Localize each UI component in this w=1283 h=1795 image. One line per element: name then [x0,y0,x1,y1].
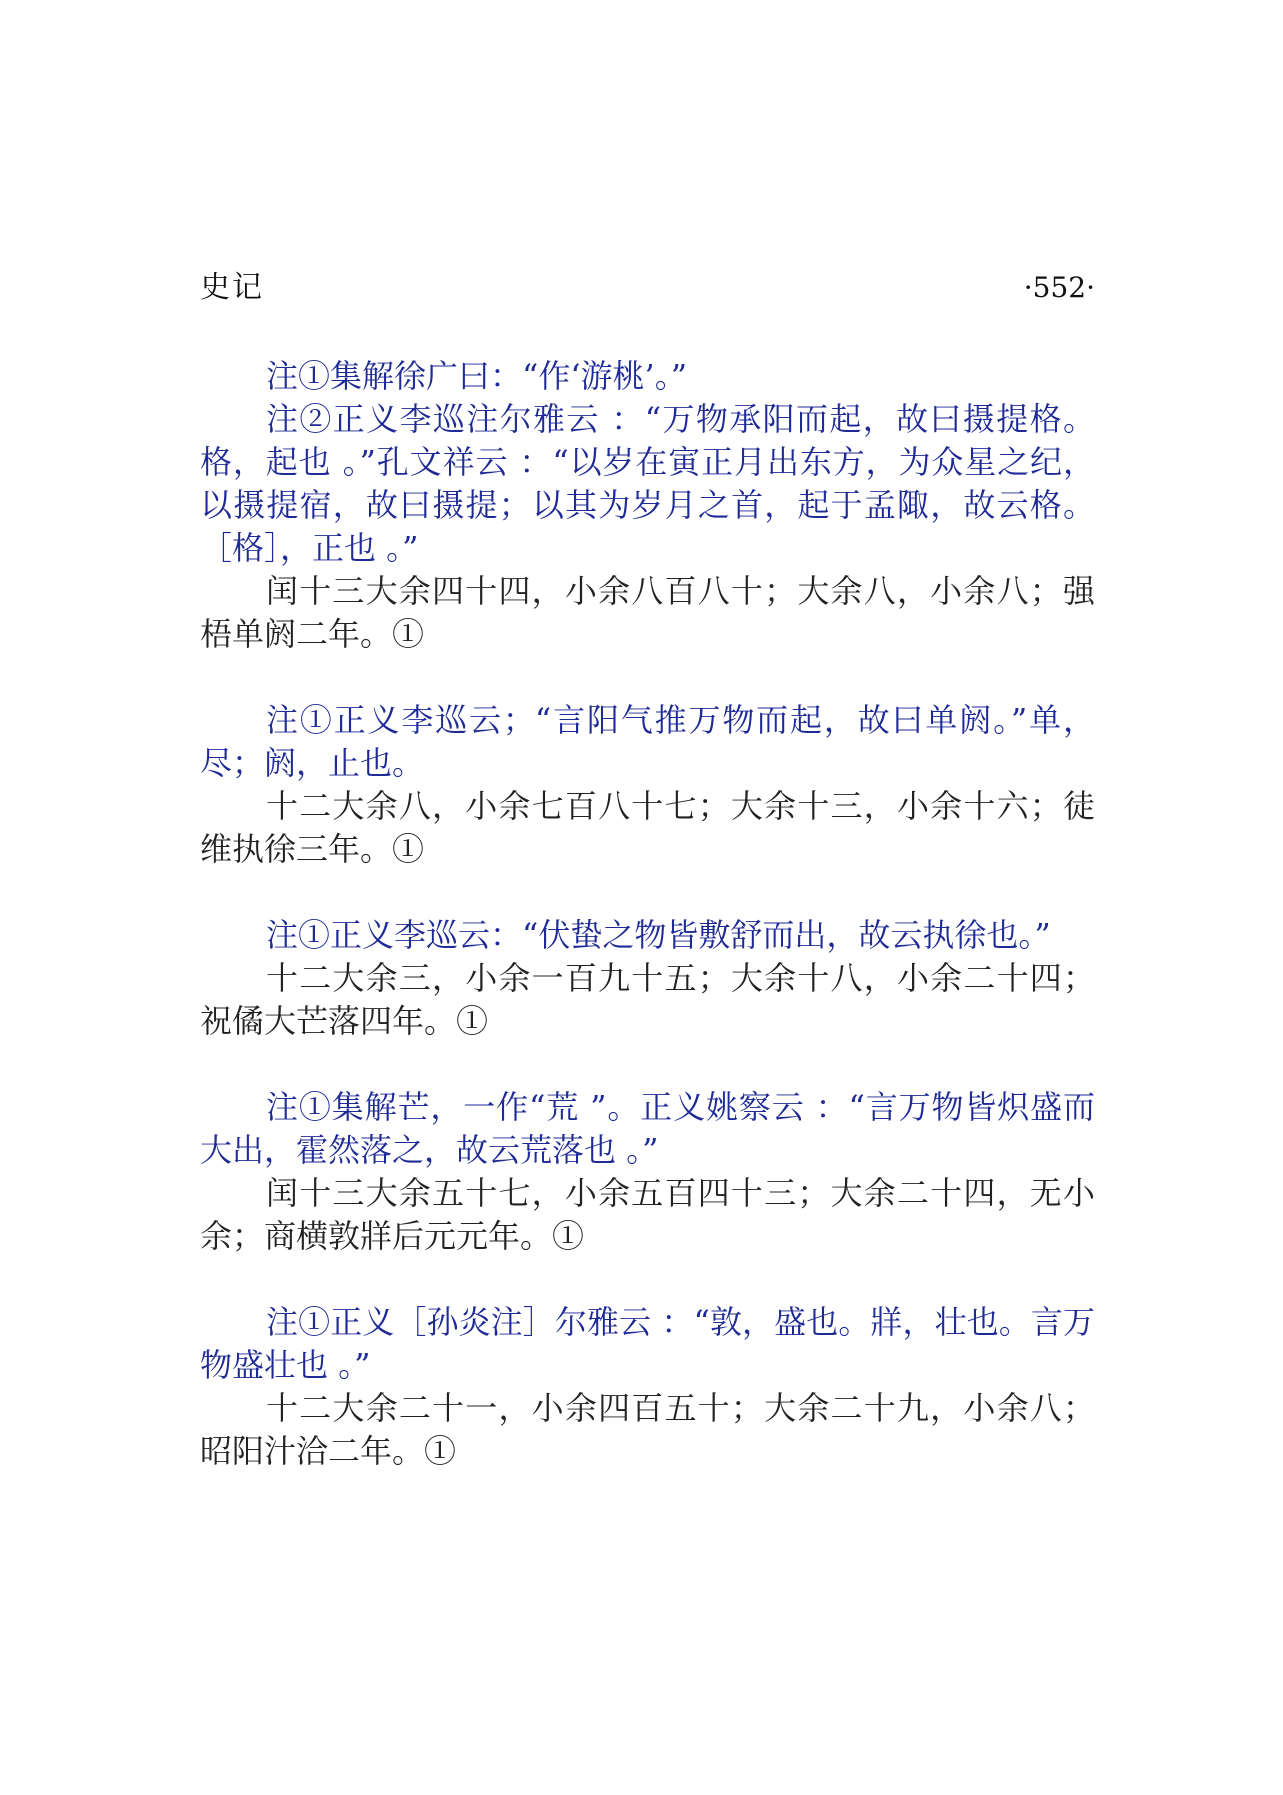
body-paragraph: 十二大余二十一，小余四百五十；大余二十九，小余八；昭阳汁洽二年。① [200,1389,1095,1470]
body-paragraph: 闰十三大余四十四，小余八百八十；大余八，小余八；强梧单阏二年。① [200,572,1095,653]
book-title: 史记 [200,270,264,305]
annotation-paragraph: 注①正义［孙炎注］尔雅云 ：“敦，盛也。牂，壮也。言万物盛壮也 。” [200,1303,1095,1384]
annotation-paragraph: 注①正义李巡云；“言阳气推万物而起，故曰单阏。”单，尽；阏，止也。 [200,701,1095,782]
body-paragraph: 闰十三大余五十七，小余五百四十三；大余二十四，无小余；商横敦牂后元元年。① [200,1174,1095,1255]
annotation-paragraph: 注①集解芒，一作“荒 ”。正义姚察云 ：“言万物皆炽盛而大出，霍然落之，故云荒落也 。” [200,1088,1095,1169]
body-paragraph: 十二大余三，小余一百九十五；大余十八，小余二十四；祝僪大芒落四年。① [200,959,1095,1040]
body-paragraph: 十二大余八，小余七百八十七；大余十三，小余十六；徒维执徐三年。① [200,787,1095,868]
page-number: ·552· [1023,271,1095,304]
page-header [200,268,1095,312]
page-body [200,355,1095,1473]
annotation-paragraph: 注②正义李巡注尔雅云 ：“万物承阳而起，故曰摄提格。格，起也 。”孔文祥云 ：“以岁在寅正月出东方，为众星之纪，以摄提宿，故曰摄提；以其为岁月之首，起于孟陬，故云格。［格］，正也 。” [200,400,1095,567]
annotation-paragraph: 注①集解徐广曰：“作‘游桃’。” [266,357,688,395]
annotation-paragraph: 注①正义李巡云：“伏蛰之物皆敷舒而出，故云执徐也。” [266,916,1051,954]
